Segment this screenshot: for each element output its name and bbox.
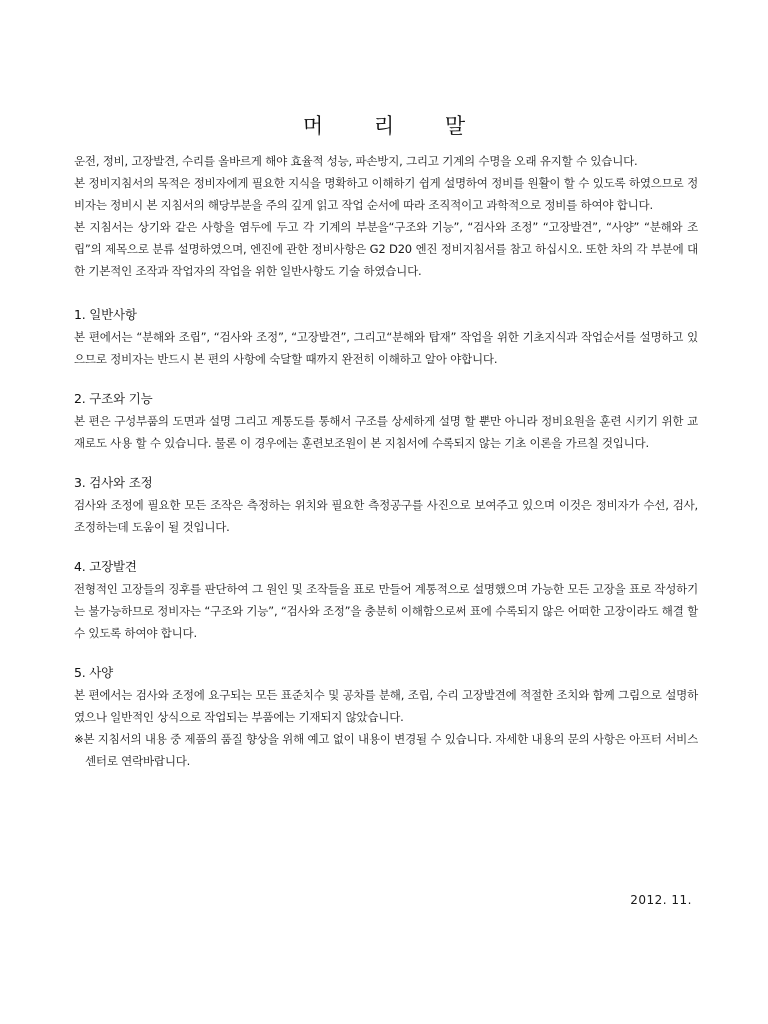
section-text: 검사와 조정에 필요한 모든 조작은 측정하는 위치와 필요한 측정공구를 사진으로 보여주고 있으며 이것은 정비자가 수선, 검사, 조정하는데 도움이 될 것입니다. xyxy=(74,498,698,534)
section-text: 본 편은 구성부품의 도면과 설명 그리고 계통도를 통해서 구조를 상세하게 설명 할 뿐만 아니라 정비요원을 훈련 시키기 위한 교재로도 사용 할 수 있습니다. 물론 이 경우에는 훈련보조원이 본 지침서에 수록되지 않는 기초 이론을 가르칠 것입니다. xyxy=(74,414,698,450)
notice-text: ※본 지침서의 내용 중 제품의 품질 향상을 위해 예고 없이 내용이 변경될 수 있습니다. 자세한 내용의 문의 사항은 아프터 서비스센터로 연락바랍니다. xyxy=(74,732,698,768)
section-heading: 4. 고장발견 xyxy=(74,559,137,574)
section-text: 전형적인 고장들의 징후를 판단하여 그 원인 및 조작들을 표로 만들어 계통적으로 설명했으며 가능한 모든 고장을 표로 작성하기는 불가능하므로 정비자는 “구조와 기능”, “검사와 조정”을 충분히 이해함으로써 표에 수록되지 않은 어떠한 고장이라도 해결 할 수 있도록 하여야 합니다. xyxy=(74,582,698,640)
section-text: 본 편에서는 검사와 조정에 요구되는 모든 표준치수 및 공차를 분해, 조립, 수리 고장발견에 적절한 조치와 함께 그림으로 설명하였으나 일반적인 상식으로 작업되는 부품에는 기재되지 않았습니다. xyxy=(74,688,698,724)
publication-date: 2012. 11. xyxy=(630,893,692,907)
section-inspection-adjustment xyxy=(74,472,698,538)
section-heading: 5. 사양 xyxy=(74,665,114,680)
section-heading: 3. 검사와 조정 xyxy=(74,475,153,490)
intro-paragraph-1: 운전, 정비, 고장발견, 수리를 올바르게 해야 효율적 성능, 파손방지, 그리고 기계의 수명을 오래 유지할 수 있습니다. xyxy=(74,154,638,168)
section-specifications xyxy=(74,662,698,772)
intro-paragraph-2: 본 정비지침서의 목적은 정비자에게 필요한 지식을 명확하고 이해하기 쉽게 설명하여 정비를 원활이 할 수 있도록 하였으므로 정비자는 정비시 본 지침서의 해당부분을 주의 깊게 읽고 작업 순서에 따라 조직적이고 과학적으로 정비를 하여야 합니다. xyxy=(74,176,698,212)
section-heading: 2. 구조와 기능 xyxy=(74,391,153,406)
page-title: 머 리 말 xyxy=(302,114,488,138)
section-structure-function xyxy=(74,388,698,454)
section-troubleshooting xyxy=(74,556,698,644)
section-heading: 1. 일반사항 xyxy=(74,307,137,322)
intro-paragraph-3: 본 지침서는 상기와 같은 사항을 염두에 두고 각 기계의 부분을“구조와 기능”, “검사와 조정” “고장발견”, “사양” “분해와 조립”의 제목으로 분류 설명하였으며, 엔진에 관한 정비사항은 G2 D20 엔진 정비지침서를 참고 하십시오. 또한 차의 각 부분에 대한 기본적인 조작과 작업자의 작업을 위한 일반사항도 기술 하였습니다. xyxy=(74,220,698,278)
document-body xyxy=(74,150,698,772)
section-general xyxy=(74,304,698,370)
section-text: 본 편에서는 “분해와 조립”, “검사와 조정”, “고장발견”, 그리고“분해와 탑재” 작업을 위한 기초지식과 작업순서를 설명하고 있으므로 정비자는 반드시 본 편의 사항에 숙달할 때까지 완전히 이해하고 알아 야합니다. xyxy=(74,330,698,366)
